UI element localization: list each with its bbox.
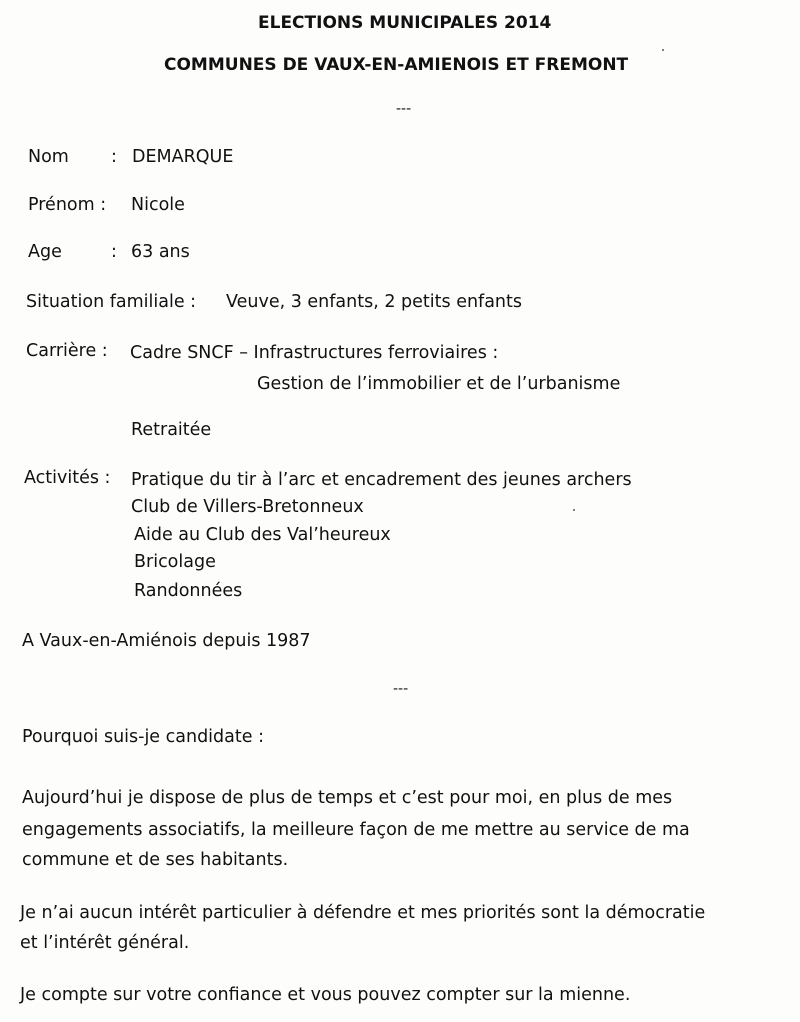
paragraph-1-line: Aujourd’hui je dispose de plus de temps et c’est pour moi, en plus de mes	[22, 788, 673, 808]
activite-item: Club de Villers-Bretonneux	[131, 497, 364, 517]
carriere-line-3: Retraitée	[131, 420, 212, 440]
age-value: 63 ans	[131, 242, 190, 262]
situation-label: Situation familiale :	[26, 292, 197, 312]
carriere-label: Carrière :	[26, 341, 108, 361]
nom-colon: :	[111, 147, 117, 167]
scan-speck	[662, 49, 664, 51]
scan-speck	[573, 509, 575, 511]
activites-label: Activités :	[24, 468, 111, 488]
paragraph-2-line: Je n’ai aucun intérêt particulier à défendre et mes priorités sont la démocratie	[20, 903, 706, 923]
activite-item: Pratique du tir à l’arc et encadrement des jeunes archers	[131, 470, 632, 490]
carriere-line-1: Cadre SNCF – Infrastructures ferroviaires :	[130, 343, 499, 363]
prenom-label: Prénom :	[28, 195, 107, 215]
situation-value: Veuve, 3 enfants, 2 petits enfants	[226, 292, 523, 312]
candidacy-heading: Pourquoi suis-je candidate :	[22, 727, 264, 747]
separator-top: ---	[396, 101, 412, 117]
paragraph-2-line: et l’intérêt général.	[20, 933, 190, 953]
paragraph-1-line: commune et de ses habitants.	[22, 850, 289, 870]
age-colon: :	[111, 242, 117, 262]
title-line-2: COMMUNES DE VAUX-EN-AMIENOIS ET FREMONT	[164, 55, 629, 75]
paragraph-1-line: engagements associatifs, la meilleure façon de me mettre au service de ma	[22, 820, 690, 840]
prenom-value: Nicole	[131, 195, 185, 215]
title-line-1: ELECTIONS MUNICIPALES 2014	[258, 13, 552, 33]
activite-item: Aide au Club des Val’heureux	[134, 525, 391, 545]
age-label: Age	[28, 242, 62, 262]
nom-label: Nom	[28, 147, 69, 167]
activite-item: Randonnées	[134, 581, 243, 601]
activite-item: Bricolage	[134, 552, 216, 572]
nom-value: DEMARQUE	[132, 147, 234, 167]
paragraph-3-line: Je compte sur votre confiance et vous pouvez compter sur la mienne.	[20, 985, 631, 1005]
separator-middle: ---	[393, 681, 409, 697]
carriere-line-2: Gestion de l’immobilier et de l’urbanisme	[257, 374, 621, 394]
residence-line: A Vaux-en-Amiénois depuis 1987	[22, 631, 311, 651]
